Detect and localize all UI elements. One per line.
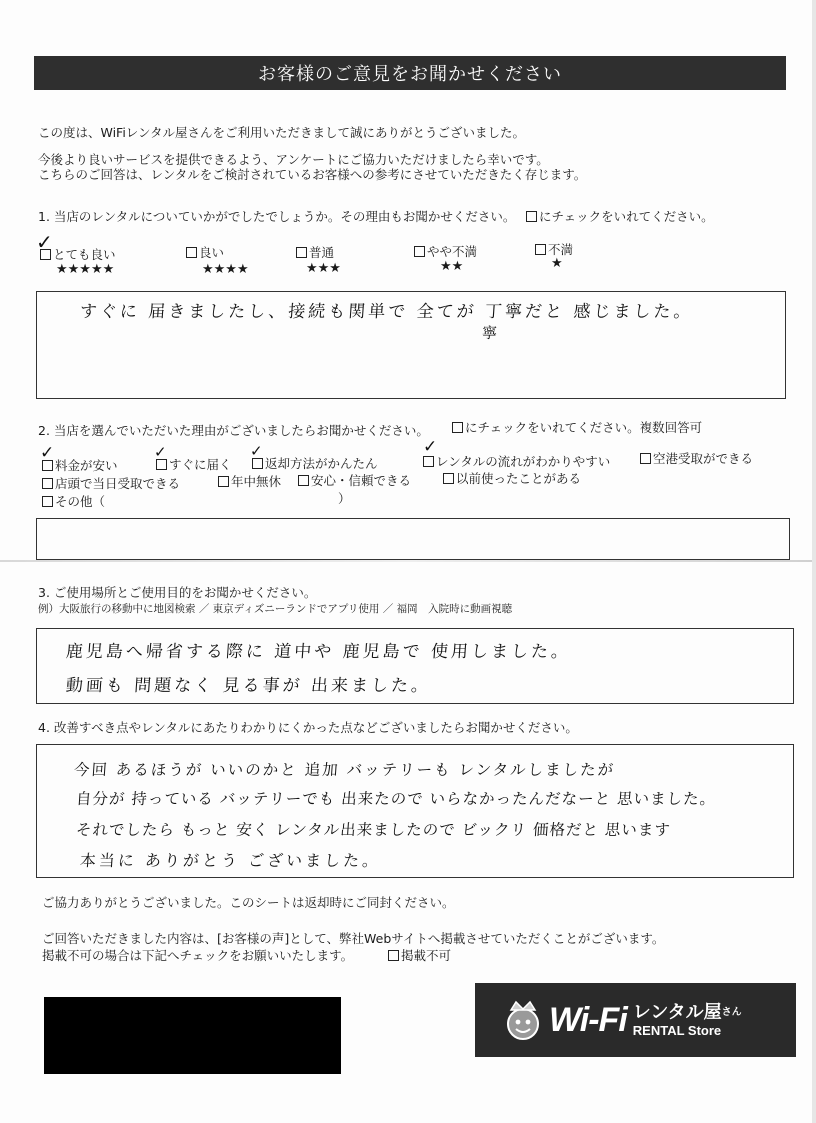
stars-1: ★ (551, 256, 563, 271)
q2-option-label: すぐに届く (169, 457, 232, 472)
q2-option-label: 料金が安い (55, 458, 118, 473)
check-mark-icon: ✓ (36, 230, 53, 254)
q2-instruction-text: にチェックをいれてください。複数回答可 (465, 420, 703, 435)
checkbox[interactable] (42, 478, 53, 489)
checkbox[interactable] (535, 244, 546, 255)
checkbox[interactable] (298, 475, 309, 486)
checkbox[interactable] (423, 456, 434, 467)
q2-option-label: 返却方法がかんたん (265, 456, 378, 471)
q1-question: 1. 当店のレンタルについていかがでしたでしょうか。その理由もお聞かせください。 (38, 209, 516, 224)
check-mark-icon: ✓ (423, 437, 438, 457)
q1-option-average[interactable] (296, 243, 334, 261)
paper-fold-line (0, 560, 816, 562)
checkbox[interactable] (414, 246, 425, 257)
q2-option-airport-pickup[interactable] (640, 449, 753, 467)
checkbox-sample (452, 422, 463, 433)
closing-notice-1: ご回答いただきました内容は、[お客様の声]として、弊社Webサイトへ掲載させていただくことがございます。 (42, 931, 665, 946)
q3-answer-line-1: 鹿児島へ帰省する際に 道中や 鹿児島で 使用しました。 (65, 642, 572, 662)
check-mark-icon: ✓ (250, 442, 263, 460)
q1-option-label: やや不満 (427, 244, 478, 259)
q2-option-label: その他（ (55, 494, 106, 509)
logo-right-block (633, 1003, 742, 1038)
checkbox[interactable] (640, 453, 651, 464)
q1-option-label: 良い (199, 245, 225, 260)
q2-answer-box[interactable] (36, 518, 790, 560)
q3-answer-line-2: 動画も 問題なく 見る事が 出来ました。 (65, 676, 432, 696)
q2-question: 2. 当店を選んでいただいた理由がございましたらお聞かせください。 (38, 423, 429, 438)
stars-2: ★★ (440, 259, 464, 274)
checkbox[interactable] (443, 473, 454, 484)
optout-label: 掲載不可 (401, 948, 452, 963)
intro-line-2: 今後より良いサービスを提供できるよう、アンケートにご協力いただけましたら幸いです。 (38, 152, 549, 167)
stars-3: ★★★ (306, 261, 341, 276)
q4-question: 4. 改善すべき点やレンタルにあたりわかりにくかった点などございましたらお聞かせください。 (38, 720, 578, 735)
q2-option-easy-flow[interactable] (423, 452, 610, 470)
q4-answer-line-2: 自分が 持っている バッテリーでも 出来たので いらなかったんだなーと 思いました。 (75, 790, 717, 808)
crown-mascot-icon (501, 998, 545, 1042)
q2-option-fast-delivery[interactable] (156, 455, 232, 473)
q1-option-label: とても良い (53, 247, 116, 262)
logo-jp-text: レンタル屋 (632, 1001, 722, 1023)
checkbox-sample (526, 211, 537, 222)
check-mark-icon: ✓ (40, 443, 55, 463)
closing-notice-2: 掲載不可の場合は下記へチェックをお願いいたします。 (42, 948, 354, 963)
q4-answer-line-3: それでしたら もっと 安く レンタル出来ましたので ビックリ 価格だと 思います (75, 821, 672, 839)
stars-5: ★★★★★ (56, 262, 115, 277)
q2-option-reliable[interactable] (298, 471, 411, 489)
check-mark-icon: ✓ (154, 443, 167, 461)
q2-option-label: 年中無休 (231, 474, 282, 489)
q2-option-easy-return[interactable] (252, 454, 378, 472)
q2-option-store-pickup[interactable] (42, 474, 180, 492)
closing-thanks: ご協力ありがとうございました。このシートは返却時にご同封ください。 (42, 895, 455, 910)
checkbox[interactable] (186, 247, 197, 258)
q2-option-open-all-year[interactable] (218, 472, 281, 490)
stars-4: ★★★★ (202, 262, 249, 277)
page-title (34, 56, 786, 90)
optout-checkbox-option[interactable] (388, 946, 451, 964)
q4-answer-line-4: 本当に ありがとう ございました。 (79, 851, 382, 870)
q2-option-label: 空港受取ができる (653, 451, 754, 466)
checkbox[interactable] (388, 950, 399, 961)
company-logo (475, 983, 796, 1057)
q3-question: 3. ご使用場所とご使用目的をお聞かせください。 (38, 585, 317, 600)
logo-wifi-text: Wi-Fi (549, 1000, 627, 1039)
q1-answer-line-1: すぐに 届きましたし、接続も関単で 全てが 丁寧だと 感じました。 (79, 302, 695, 322)
q3-example: 例）大阪旅行の移動中に地図検索 ／ 東京ディズニーランドでアプリ使用 ／ 福岡 入院時に動画視聴 (38, 603, 513, 615)
q1-instruction (526, 207, 714, 225)
paper-edge (812, 0, 816, 1123)
q1-option-label: 普通 (309, 245, 335, 260)
q2-other-close-paren: ） (338, 491, 351, 506)
logo-en-text: RENTAL Store (632, 1022, 722, 1038)
q1-instruction-text: にチェックをいれてください。 (539, 209, 714, 224)
logo-san-text: さん (721, 1006, 742, 1018)
intro-line-3: こちらのご回答は、レンタルをご検討されているお客様への参考にさせていただきたく存じます。 (38, 167, 587, 182)
intro-line-1: この度は、WiFiレンタル屋さんをご利用いただきまして誠にありがとうございました。 (38, 125, 526, 140)
page-title-text: お客様のご意見をお聞かせください (258, 64, 562, 85)
checkbox[interactable] (218, 476, 229, 487)
logo-jp-line (633, 1003, 742, 1023)
q1-option-good[interactable] (186, 243, 224, 261)
q2-instruction (452, 418, 702, 436)
q1-answer-line-2: 寧 (481, 324, 501, 342)
q1-option-somewhat-dissatisfied[interactable] (414, 242, 477, 260)
q2-option-label: 安心・信頼できる (311, 473, 412, 488)
q2-option-label: 以前使ったことがある (456, 471, 582, 486)
checkbox[interactable] (42, 496, 53, 507)
redacted-area (44, 997, 341, 1074)
q1-option-label: 不満 (548, 242, 574, 257)
q2-option-label: 店頭で当日受取できる (55, 476, 181, 491)
q2-option-label: レンタルの流れがわかりやすい (436, 454, 611, 469)
q2-option-used-before[interactable] (443, 469, 581, 487)
q4-answer-line-1: 今回 あるほうが いいのかと 追加 バッテリーも レンタルしましたが (73, 761, 616, 779)
checkbox[interactable] (296, 247, 307, 258)
q2-option-other[interactable] (42, 492, 105, 510)
